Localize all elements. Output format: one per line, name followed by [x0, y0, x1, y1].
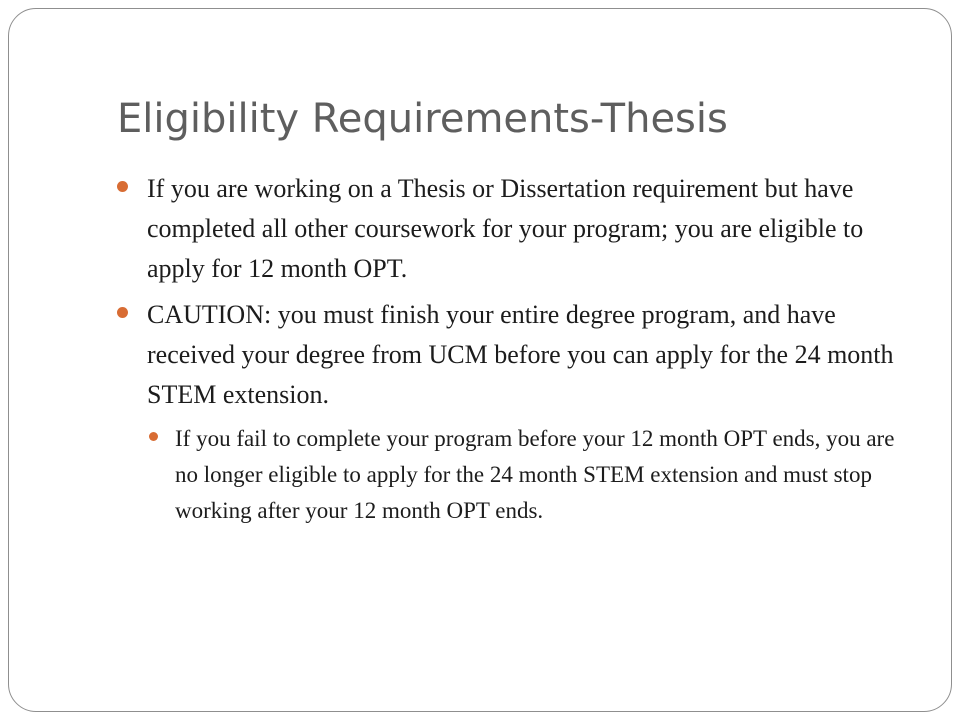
slide-title: Eligibility Requirements-Thesis	[117, 96, 728, 142]
bullet-list	[111, 169, 911, 535]
bullet-dot-icon	[117, 181, 128, 192]
sub-bullet-item	[111, 421, 911, 529]
bullet-item	[111, 169, 911, 289]
bullet-text: CAUTION: you must finish your entire degree program, and have received your degree from UCM before you can apply for the 24 month STEM extension.	[147, 300, 894, 409]
bullet-dot-icon	[117, 307, 128, 318]
bullet-item	[111, 295, 911, 415]
sub-bullet-text: If you fail to complete your program before your 12 month OPT ends, you are no longer eligible to apply for the 24 month STEM extension and must stop working after your 12 month OPT ends.	[175, 426, 895, 523]
bullet-text: If you are working on a Thesis or Dissertation requirement but have completed all other coursework for your program; you are eligible to apply for 12 month OPT.	[147, 174, 864, 283]
sub-bullet-dot-icon	[149, 432, 158, 441]
slide	[8, 8, 952, 712]
